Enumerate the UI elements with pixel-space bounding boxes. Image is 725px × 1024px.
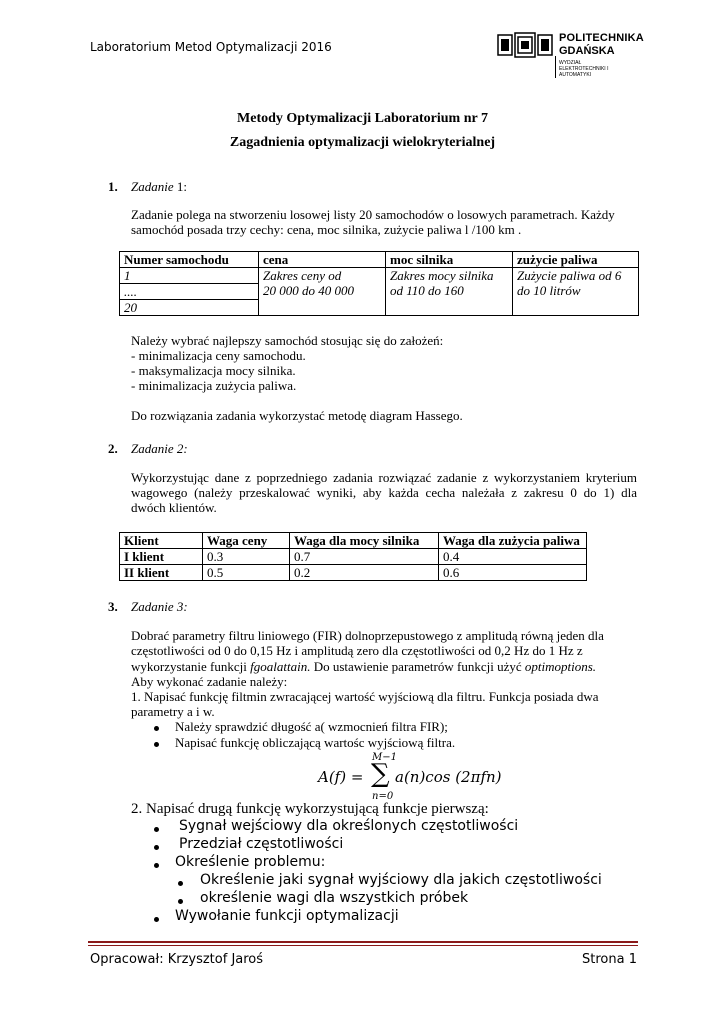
weights-table (119, 532, 587, 581)
w-col-klient: Klient (120, 533, 203, 549)
task3-line4: Aby wykonać zadanie należy: (131, 674, 288, 689)
row-1: 1 (120, 268, 259, 284)
task3-line7: 2. Napisać drugą funkcję wykorzystującą funkcje pierwszą: (131, 801, 489, 817)
row-20: 20 (120, 300, 259, 316)
w-row1-zuzycie: 0.4 (439, 549, 587, 565)
task1-after5: Do rozwiązania zadania wykorzystać metodę diagram Hassego. (131, 408, 463, 423)
task3-number: 3. (108, 599, 118, 614)
doc-title: Metody Optymalizacji Laboratorium nr 7 (237, 111, 488, 126)
w-row1-cena: 0.3 (203, 549, 290, 565)
task1-number: 1. (108, 179, 118, 194)
task2-label: Zadanie 2: (131, 441, 188, 456)
task3-line1: Dobrać parametry filtru liniowego (FIR) dolnoprzepustowego z amplitudą równą jeden dla (131, 628, 604, 643)
task3-c2: Przedział częstotliwości (179, 836, 344, 852)
formula-lower-limit: n=0 (372, 791, 394, 802)
bullet-icon (154, 845, 159, 850)
bullet-icon (178, 899, 183, 904)
task3-line3: wykorzystanie funkcji fgoalattain. Do ustawienie parametrów funkcji użyć optimoptions. (131, 659, 597, 674)
footer-rule-thin (88, 945, 638, 946)
w-row2-client: II klient (120, 565, 203, 581)
task2-text2: wagowego (należy przeskalować wyniki, aby każda cecha należała z zakresu 0 do 1) dla (131, 485, 637, 500)
w-row2-moc: 0.2 (290, 565, 439, 581)
formula-rhs: a(n)cos (2πfn) (395, 768, 502, 786)
task3-line2: częstotliwości od 0 do 0,15 Hz i amplitudą zero dla częstotliwości od 0,2 Hz do 1 Hz z (131, 643, 583, 658)
task3-c3b: określenie wagi dla wszystkich próbek (200, 890, 469, 906)
logo-line1: POLITECHNIKA (559, 32, 644, 44)
task3-bullet1: Należy sprawdzić długość a( wzmocnień filtra FIR); (175, 719, 448, 734)
task1-after4: - minimalizacja zużycia paliwa. (131, 378, 297, 393)
col-zuzycie: zużycie paliwa (513, 252, 639, 268)
task2-number: 2. (108, 441, 118, 456)
w-col-zuzycie: Waga dla zużycia paliwa (439, 533, 587, 549)
task3-c1: Sygnał wejściowy dla określonych częstotliwości (179, 818, 519, 834)
task1-after2: - minimalizacja ceny samochodu. (131, 348, 306, 363)
logo-line2: GDAŃSKA (559, 45, 615, 57)
task1-text2: samochód posada trzy cechy: cena, moc silnika, zużycie paliwa l /100 km . (131, 222, 522, 237)
task1-label (131, 179, 187, 195)
task3-c4: Wywołanie funkcji optymalizacji (175, 908, 399, 924)
footer-page: Strona 1 (582, 952, 637, 967)
bullet-icon (154, 726, 159, 731)
task3-line6: parametry a i w. (131, 704, 215, 719)
logo-divider (555, 56, 556, 78)
row-dots: .... (120, 284, 259, 300)
task1-text1: Zadanie polega na stworzeniu losowej listy 20 samochodów o losowych parametrach. Każdy (131, 207, 615, 222)
task3-c3: Określenie problemu: (175, 854, 326, 870)
w-row2-cena: 0.5 (203, 565, 290, 581)
task3-line5: 1. Napisać funkcję filtmin zwracającej wartość wyjściową dla filtru. Funkcja posiada dwa (131, 689, 599, 704)
w-row2-zuzycie: 0.6 (439, 565, 587, 581)
formula-sum: ∑ (371, 759, 390, 789)
task1-label-word: Zadanie (131, 179, 174, 194)
bullet-icon (178, 881, 183, 886)
col-cena: cena (259, 252, 386, 268)
bullet-icon (154, 742, 159, 747)
cars-table (119, 251, 639, 316)
bullet-icon (154, 917, 159, 922)
formula-lhs: A(f) = (318, 768, 364, 786)
w-col-moc: Waga dla mocy silnika (290, 533, 439, 549)
header-title: Laboratorium Metod Optymalizacji 2016 (90, 40, 332, 54)
task3-bullet2: Napisać funkcję obliczającą wartośc wyjściową filtra. (175, 735, 456, 750)
w-col-cena: Waga ceny (203, 533, 290, 549)
cena-cell: Zakres ceny od 20 000 do 40 000 (259, 268, 386, 316)
crest-icon (497, 32, 553, 58)
bullet-icon (154, 827, 159, 832)
task3-label: Zadanie 3: (131, 599, 188, 614)
logo-line3: WYDZIAŁ ELEKTROTECHNIKI I AUTOMATYKI (559, 60, 609, 78)
bullet-icon (154, 863, 159, 868)
formula-upper-limit: M−1 (372, 752, 397, 763)
task1-after3: - maksymalizacja mocy silnika. (131, 363, 296, 378)
w-row1-moc: 0.7 (290, 549, 439, 565)
university-logo (497, 30, 647, 80)
w-row1-client: I klient (120, 549, 203, 565)
zuzycie-cell: Zużycie paliwa od 6 do 10 litrów (513, 268, 639, 316)
task1-after1: Należy wybrać najlepszy samochód stosując się do założeń: (131, 333, 444, 348)
moc-cell: Zakres mocy silnika od 110 do 160 (386, 268, 513, 316)
task2-text1: Wykorzystując dane z poprzedniego zadania rozwiązać zadanie z wykorzystaniem kryterium (131, 470, 637, 485)
footer-author: Opracował: Krzysztof Jaroś (90, 952, 264, 967)
doc-subtitle: Zagadnienia optymalizacji wielokryterialnej (229, 135, 496, 150)
col-numer: Numer samochodu (120, 252, 259, 268)
task1-label-num: 1: (173, 179, 187, 194)
footer-rule (88, 941, 638, 943)
task3-c3a: Określenie jaki sygnał wyjściowy dla jakich częstotliwości (200, 872, 602, 888)
col-moc: moc silnika (386, 252, 513, 268)
task2-text3: dwóch klientów. (131, 500, 217, 515)
